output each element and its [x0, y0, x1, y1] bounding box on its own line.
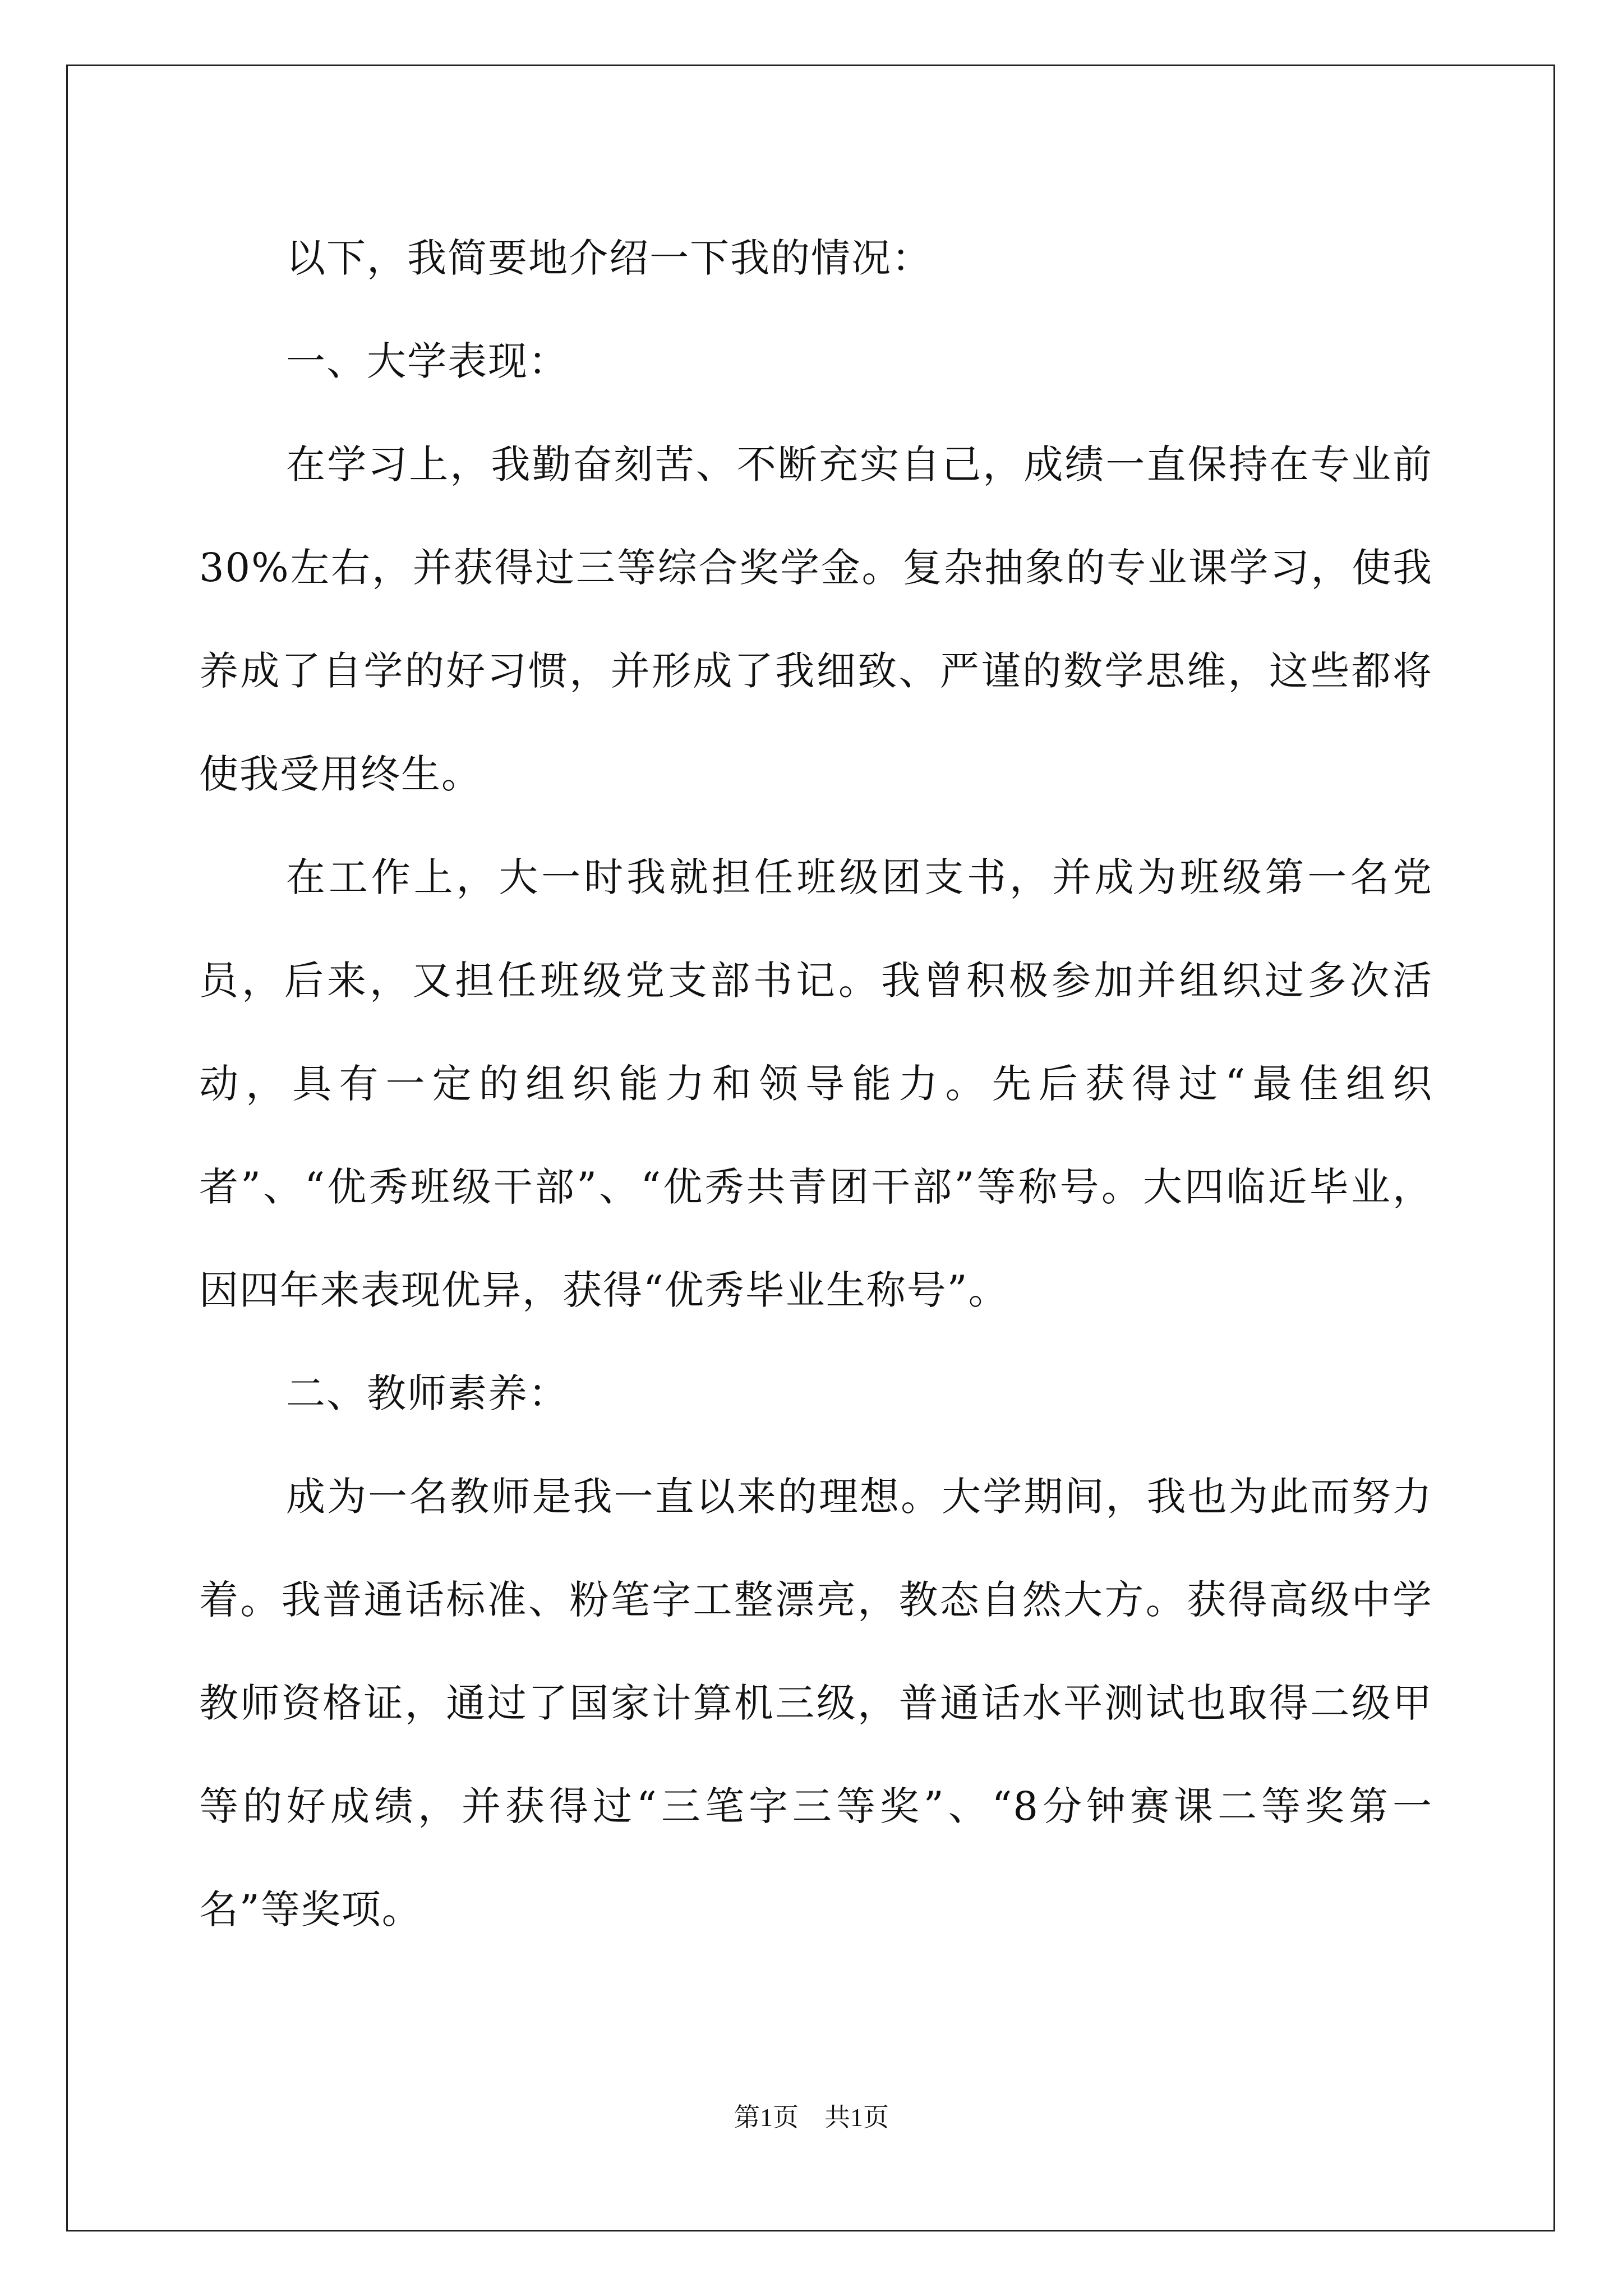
paragraph-work: 在工作上，大一时我就担任班级团支书，并成为班级第一名党员，后来，又担任班级党支部书记。我曾积极参加并组织过多次活动，具有一定的组织能力和领导能力。先后获得过“最佳组织者”、“优秀班级干部”、“优秀共青团干部”等称号。大四临近毕业，因四年来表现优异，获得“优秀毕业生称号”。 — [199, 854, 1433, 1313]
paragraph-study: 在学习上，我勤奋刻苦、不断充实自己，成绩一直保持在专业前30%左右，并获得过三等综合奖学金。复杂抽象的专业课学习，使我养成了自学的好习惯，并形成了我细致、严谨的数学思维，这些都将使我受用终生。 — [199, 441, 1433, 797]
section-heading-university: 一、大学表现： — [286, 338, 569, 384]
paragraph-intro: 以下，我简要地介绍一下我的情况： — [286, 235, 932, 281]
section-heading-teacher: 二、教师素养： — [286, 1370, 569, 1416]
page-footer: 第1页 共1页 — [734, 2103, 889, 2132]
paragraph-teacher: 成为一名教师是我一直以来的理想。大学期间，我也为此而努力着。我普通话标准、粉笔字工整漂亮，教态自然大方。获得高级中学教师资格证，通过了国家计算机三级，普通话水平测试也取得二级甲等的好成绩，并获得过“三笔字三等奖”、“8分钟赛课二等奖第一名”等奖项。 — [199, 1474, 1433, 1932]
